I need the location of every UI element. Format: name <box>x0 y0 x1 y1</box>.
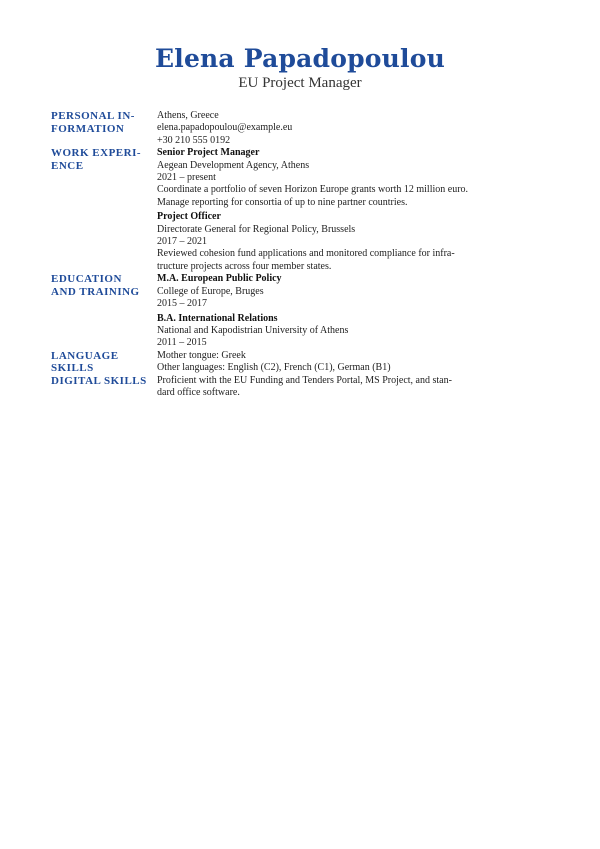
label-line: EDUCATION <box>51 273 122 286</box>
label-line: SKILLS <box>51 362 94 375</box>
label-line: LANGUAGE <box>51 349 119 362</box>
degree-title: B.A. International Relations <box>157 312 278 324</box>
degree-title: M.A. European Public Policy <box>157 273 282 285</box>
other-languages: Other languages: English (C2), French (C1), German (B1) <box>157 362 391 374</box>
section-label <box>51 350 147 375</box>
dates: 2021 – present <box>157 172 216 184</box>
description-line: Coordinate a portfolio of seven Horizon Europe grants worth 12 million euro. <box>157 184 469 196</box>
phone: +30 210 555 0192 <box>157 134 231 146</box>
description-line: Proficient with the EU Funding and Tenders Portal, MS Project, and stan- <box>157 374 452 386</box>
label-line: PERSONAL IN- <box>51 110 135 122</box>
education-entry <box>157 313 496 350</box>
description-line: Manage reporting for consortia of up to nine partner countries. <box>157 196 408 208</box>
label-line: DIGITAL SKILLS <box>51 374 147 387</box>
section-education <box>51 273 496 349</box>
cv-body <box>51 110 496 400</box>
section-label <box>51 375 147 400</box>
dates: 2017 – 2021 <box>157 236 207 248</box>
email: elena.papadopoulou@example.eu <box>157 122 293 134</box>
section-content <box>157 147 496 273</box>
description-line: dard office software. <box>157 387 240 399</box>
candidate-role: EU Project Manager <box>238 75 362 91</box>
label-line: ENCE <box>51 159 84 172</box>
section-content <box>157 350 496 375</box>
section-content <box>157 273 496 349</box>
section-label <box>51 273 147 349</box>
education-entry <box>157 273 496 310</box>
dates: 2015 – 2017 <box>157 298 207 310</box>
label-line: FORMATION <box>51 122 125 135</box>
description-line: tructure projects across four member states. <box>157 260 332 272</box>
section-content <box>157 375 496 400</box>
section-label <box>51 110 147 147</box>
institution: College of Europe, Bruges <box>157 285 264 297</box>
work-entry <box>157 147 496 209</box>
cv-header <box>0 44 600 92</box>
section-digital-skills <box>51 375 496 400</box>
section-personal-information <box>51 110 496 147</box>
section-work-experience <box>51 147 496 273</box>
job-title: Senior Project Manager <box>157 147 260 159</box>
employer: Directorate General for Regional Policy, Brussels <box>157 223 356 235</box>
dates: 2011 – 2015 <box>157 337 207 349</box>
label-line: AND TRAINING <box>51 285 140 298</box>
label-line: WORK EXPERI- <box>51 147 142 160</box>
description-line: Reviewed cohesion fund applications and monitored compliance for infra- <box>157 248 455 260</box>
section-label <box>51 147 147 273</box>
institution: National and Kapodistrian University of Athens <box>157 324 349 336</box>
section-content <box>157 110 496 147</box>
candidate-name: Elena Papadopoulou <box>155 44 445 73</box>
location: Athens, Greece <box>157 110 219 121</box>
mother-tongue: Mother tongue: Greek <box>157 349 246 361</box>
work-entry <box>157 211 496 273</box>
section-language-skills <box>51 350 496 375</box>
employer: Aegean Development Agency, Athens <box>157 159 310 171</box>
job-title: Project Officer <box>157 211 221 223</box>
